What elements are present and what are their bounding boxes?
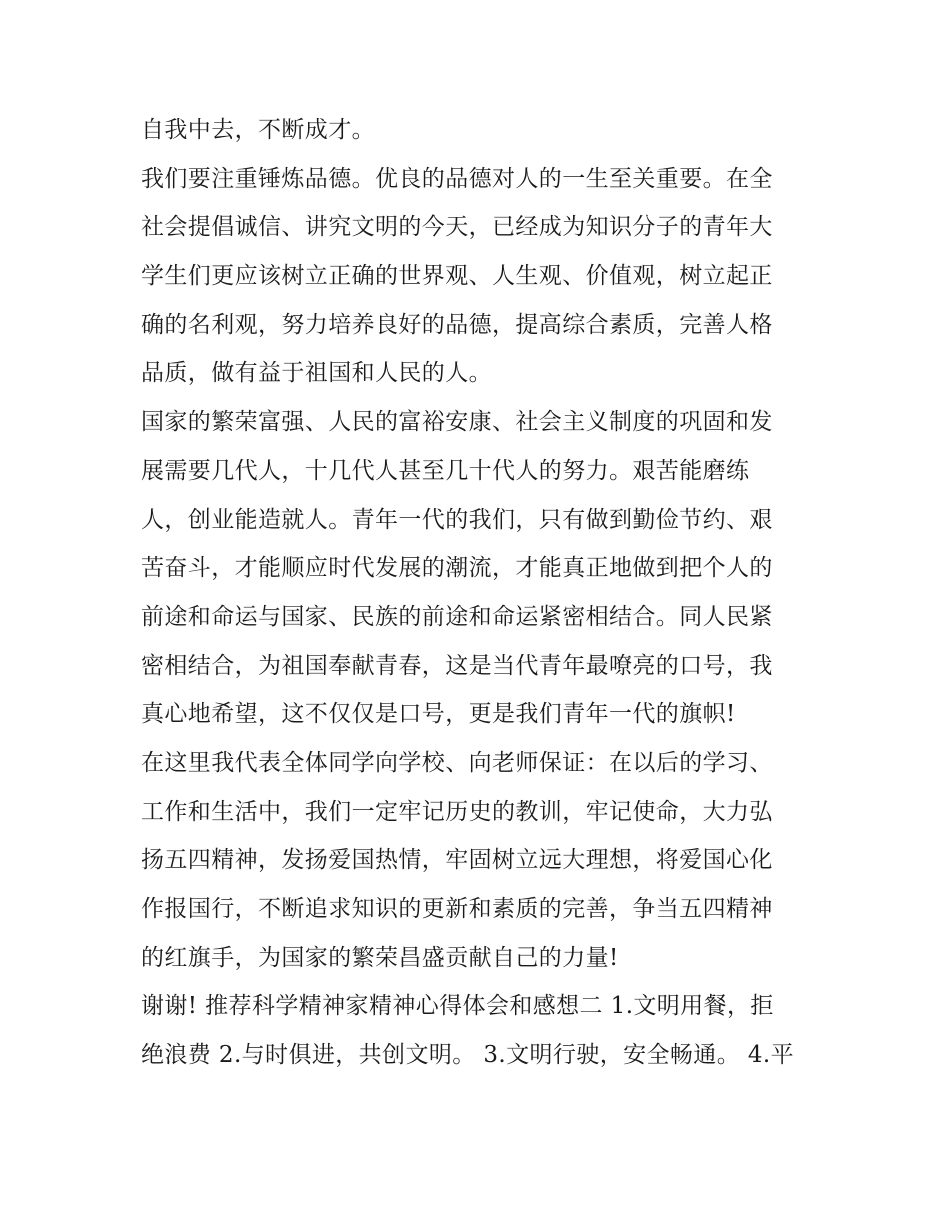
text-line: 品质，做有益于祖国和人民的人。 <box>141 360 492 387</box>
text-line: 我们要注重锤炼品德。优良的品德对人的一生至关重要。在全 <box>141 165 773 192</box>
text-line: 学生们更应该树立正确的世界观、人生观、价值观，树立起正 <box>141 263 773 290</box>
text-line: 苦奋斗，才能顺应时代发展的潮流，才能真正地做到把个人的 <box>141 555 773 582</box>
document-body <box>141 106 821 1080</box>
text-line: 社会提倡诚信、讲究文明的今天，已经成为知识分子的青年大 <box>141 214 773 241</box>
text-line: 自我中去，不断成才。 <box>141 117 375 143</box>
text-line: 前途和命运与国家、民族的前途和命运紧密相结合。同人民紧 <box>141 603 773 630</box>
text-line: 国家的繁荣富强、人民的富裕安康、社会主义制度的巩固和发 <box>141 409 773 436</box>
text-line: 在这里我代表全体同学向学校、向老师保证：在以后的学习、 <box>141 749 773 776</box>
text-line: 的红旗手，为国家的繁荣昌盛贡献自己的力量! <box>141 944 619 971</box>
text-line: 展需要几代人，十几代人甚至几十代人的努力。艰苦能磨练 <box>141 457 750 484</box>
text-line: 绝浪费 2.与时俱进，共创文明。 3.文明行驶，安全畅通。 4.平 <box>141 1042 794 1069</box>
text-line: 确的名利观，努力培养良好的品德，提高综合素质，完善人格 <box>141 311 773 338</box>
text-line: 密相结合，为祖国奉献青春，这是当代青年最嘹亮的口号，我 <box>141 652 773 679</box>
text-line: 扬五四精神，发扬爱国热情，牢固树立远大理想，将爱国心化 <box>141 847 773 874</box>
text-line: 作报国行，不断追求知识的更新和素质的完善，争当五四精神 <box>141 896 773 922</box>
text-line: 人，创业能造就人。青年一代的我们，只有做到勤俭节约、艰 <box>141 506 773 533</box>
text-line: 真心地希望，这不仅仅是口号，更是我们青年一代的旗帜! <box>141 701 736 728</box>
text-line: 谢谢! 推荐科学精神家精神心得体会和感想二 1.文明用餐，拒 <box>141 993 774 1020</box>
text-line: 工作和生活中，我们一定牢记历史的教训，牢记使命，大力弘 <box>141 798 773 825</box>
